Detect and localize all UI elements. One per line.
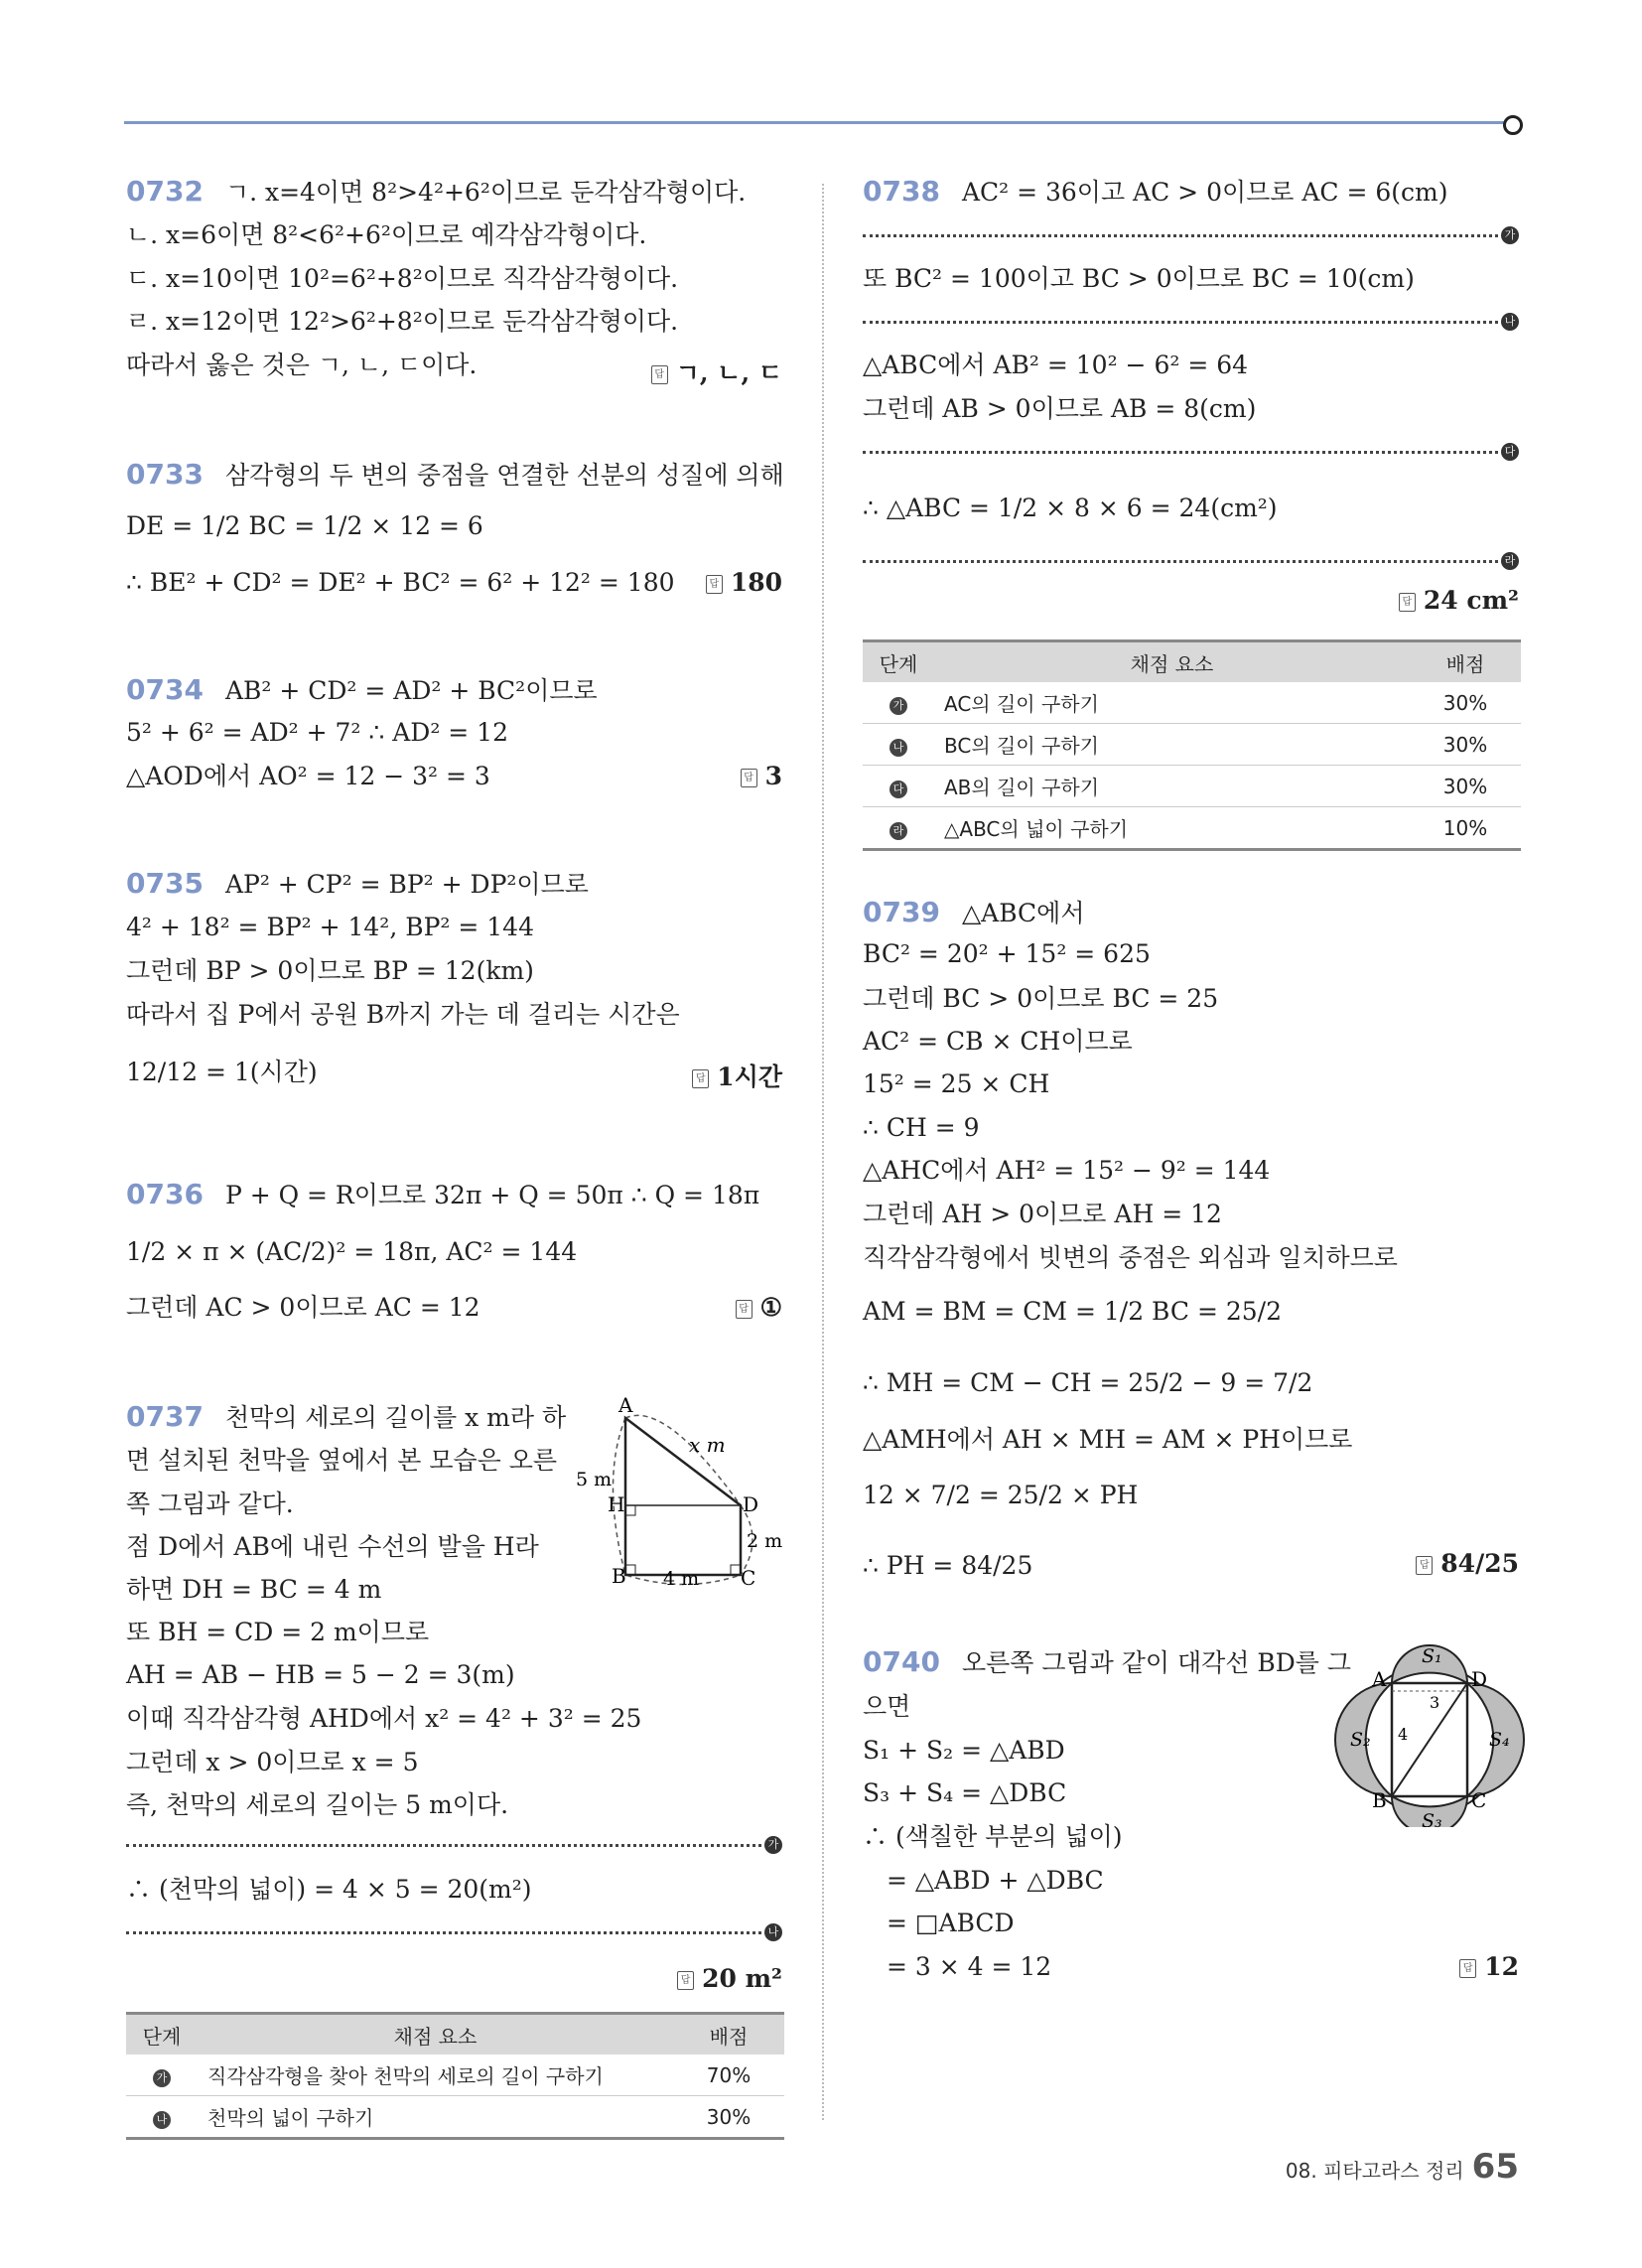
- line: AB² + CD² = AD² + BC²이므로: [224, 676, 598, 705]
- scoring-table: [863, 639, 1521, 851]
- problem-number: 0740: [863, 1645, 940, 1678]
- scoring-table: [126, 2012, 784, 2140]
- line: 직각삼각형에서 빗변의 중점은 외심과 일치하므로: [863, 1243, 1398, 1272]
- table-row: 나 BC의 길이 구하기 30%: [863, 724, 1521, 766]
- line: 그런데 BP > 0이므로 BP = 12(km): [126, 956, 534, 985]
- label-b: B: [612, 1564, 626, 1588]
- table-row: 다 AB의 길이 구하기 30%: [863, 766, 1521, 807]
- label-width: 3: [1430, 1693, 1440, 1712]
- table-row: 가 직각삼각형을 찾아 천막의 세로의 길이 구하기 70%: [126, 2055, 784, 2096]
- dotted-rule: [126, 1844, 761, 1847]
- table-row: 가 AC의 길이 구하기 30%: [863, 682, 1521, 724]
- answer: 답 3: [741, 762, 782, 790]
- label-c: C: [1471, 1788, 1487, 1812]
- answer-icon: 답: [692, 1069, 709, 1088]
- answer-icon: 답: [651, 365, 668, 384]
- dotted-rule: [863, 234, 1498, 237]
- table-header: 배점: [1410, 641, 1521, 683]
- line: 4² + 18² = BP² + 14², BP² = 144: [126, 913, 534, 941]
- line: ㄹ. x=12이면 12²>6²+8²이므로 둔각삼각형이다.: [126, 307, 679, 336]
- line: ∴ PH = 84/25: [863, 1551, 1033, 1580]
- answer: 답 ㄱ, ㄴ, ㄷ: [651, 354, 782, 389]
- line: AC² = 36이고 AC > 0이므로 AC = 6(cm): [961, 178, 1448, 207]
- line: = □ABCD: [887, 1909, 1015, 1937]
- header-rule: [124, 121, 1512, 124]
- line: ㄴ. x=6이면 8²<6²+6²이므로 예각삼각형이다.: [126, 220, 647, 249]
- label-c: C: [741, 1566, 756, 1589]
- line: 그런데 AC > 0이므로 AC = 12: [126, 1293, 480, 1322]
- line: ∴ △ABC = 1/2 × 8 × 6 = 24(cm²): [863, 494, 1278, 522]
- problem-number: 0732: [126, 175, 204, 208]
- line: 쪽 그림과 같다.: [126, 1489, 294, 1518]
- problem-number: 0739: [863, 896, 940, 928]
- label-a: A: [618, 1393, 633, 1417]
- line: BC² = 20² + 15² = 625: [863, 939, 1151, 968]
- answer-icon: 답: [736, 1300, 753, 1319]
- line: AP² + CP² = BP² + DP²이므로: [224, 870, 589, 899]
- table-header: 단계: [863, 641, 934, 683]
- step-marker: 나: [1501, 313, 1519, 331]
- circles-figure: [1330, 1629, 1529, 1827]
- problem-number: 0733: [126, 458, 204, 491]
- label-s2: S₂: [1350, 1729, 1371, 1751]
- line: 15² = 25 × CH: [863, 1069, 1050, 1098]
- table-row: 라 △ABC의 넓이 구하기 10%: [863, 807, 1521, 850]
- line: ㄱ. x=4이면 8²>4²+6²이므로 둔각삼각형이다.: [224, 178, 747, 207]
- line: △AOD에서 AO² = 12 − 3² = 3: [126, 762, 490, 790]
- answer-icon: 답: [1459, 1959, 1476, 1978]
- line: 하면 DH = BC = 4 m: [126, 1575, 382, 1604]
- problem-number: 0734: [126, 673, 204, 706]
- step-marker: 다: [1501, 443, 1519, 461]
- answer: 답 84/25: [1416, 1549, 1519, 1578]
- line: 그런데 x > 0이므로 x = 5: [126, 1748, 419, 1776]
- line: P + Q = R이므로 32π + Q = 50π ∴ Q = 18π: [224, 1181, 760, 1209]
- table-header: 배점: [673, 2014, 784, 2055]
- line: 즉, 천막의 세로의 길이는 5 m이다.: [126, 1790, 509, 1819]
- line: 이때 직각삼각형 AHD에서 x² = 4² + 3² = 25: [126, 1704, 642, 1733]
- problem-number: 0736: [126, 1178, 204, 1210]
- header-dot: [1503, 115, 1523, 135]
- line: △AHC에서 AH² = 15² − 9² = 144: [863, 1156, 1271, 1185]
- chapter-title: 08. 피타고라스 정리: [1285, 2159, 1464, 2183]
- label-s1: S₁: [1422, 1645, 1442, 1667]
- problem-number: 0735: [126, 867, 204, 900]
- tent-figure: [566, 1390, 804, 1589]
- problem-number: 0738: [863, 175, 940, 208]
- label-cd: 2 m: [747, 1530, 783, 1552]
- answer: 답 1시간: [692, 1058, 782, 1093]
- line: S₃ + S₄ = △DBC: [863, 1778, 1067, 1807]
- line: ∴ CH = 9: [863, 1113, 980, 1142]
- label-height: 4: [1398, 1725, 1409, 1744]
- line: AM = BM = CM = 1/2 BC = 25/2: [863, 1297, 1282, 1326]
- line: 따라서 집 P에서 공원 B까지 가는 데 걸리는 시간은: [126, 1000, 680, 1029]
- table-header: 단계: [126, 2014, 198, 2055]
- line: 그런데 AB > 0이므로 AB = 8(cm): [863, 394, 1257, 423]
- dotted-rule: [863, 560, 1498, 563]
- line: 그런데 AH > 0이므로 AH = 12: [863, 1200, 1222, 1228]
- label-ab: 5 m: [576, 1469, 613, 1490]
- line: 또 BC² = 100이고 BC > 0이므로 BC = 10(cm): [863, 264, 1415, 293]
- answer: 답 20 m²: [677, 1964, 782, 1993]
- line: 12 × 7/2 = 25/2 × PH: [863, 1481, 1139, 1509]
- answer-icon: 답: [1416, 1556, 1433, 1575]
- column-divider: [822, 184, 824, 2120]
- line: 점 D에서 AB에 내린 수선의 발을 H라: [126, 1532, 539, 1561]
- line: △AMH에서 AH × MH = AM × PH이므로: [863, 1425, 1353, 1454]
- table-header: 채점 요소: [934, 641, 1410, 683]
- label-s3: S₃: [1422, 1810, 1442, 1827]
- line: 면 설치된 천막을 옆에서 본 모습은 오른: [126, 1446, 558, 1475]
- line: 천막의 세로의 길이를 x m라 하: [224, 1403, 567, 1432]
- line: △ABC에서: [961, 899, 1085, 927]
- table-row: 나 천막의 넓이 구하기 30%: [126, 2096, 784, 2139]
- answer-icon: 답: [1399, 593, 1416, 612]
- step-marker: 가: [764, 1836, 782, 1854]
- line: ∴ (색칠한 부분의 넓이): [863, 1822, 1123, 1851]
- line: ∴ MH = CM − CH = 25/2 − 9 = 7/2: [863, 1368, 1313, 1397]
- line: AH = AB − HB = 5 − 2 = 3(m): [126, 1660, 515, 1689]
- label-bc: 4 m: [663, 1568, 700, 1589]
- line: ㄷ. x=10이면 10²=6²+8²이므로 직각삼각형이다.: [126, 264, 679, 293]
- answer: 답 ①: [736, 1293, 782, 1322]
- line: ∴ BE² + CD² = DE² + BC² = 6² + 12² = 180: [126, 568, 675, 597]
- line: 삼각형의 두 변의 중점을 연결한 선분의 성질에 의해: [224, 461, 784, 490]
- line: 1/2 × π × (AC/2)² = 18π, AC² = 144: [126, 1237, 578, 1266]
- line: 그런데 BC > 0이므로 BC = 25: [863, 984, 1219, 1013]
- answer-icon: 답: [706, 575, 723, 594]
- table-header: 채점 요소: [198, 2014, 673, 2055]
- line: ∴ (천막의 넓이) = 4 × 5 = 20(m²): [126, 1875, 532, 1904]
- line: △ABC에서 AB² = 10² − 6² = 64: [863, 351, 1249, 379]
- page-number: 65: [1471, 2147, 1519, 2187]
- answer: 답 24 cm²: [1399, 586, 1519, 615]
- line: 5² + 6² = AD² + 7² ∴ AD² = 12: [126, 718, 508, 747]
- page-footer: [1286, 2147, 1519, 2187]
- line: = △ABD + △DBC: [887, 1866, 1104, 1895]
- line: 오른쪽 그림과 같이 대각선 BD를 그: [961, 1648, 1352, 1677]
- line: 또 BH = CD = 2 m이므로: [126, 1618, 430, 1646]
- dotted-rule: [863, 451, 1498, 454]
- line: S₁ + S₂ = △ABD: [863, 1736, 1065, 1765]
- label-s4: S₄: [1489, 1729, 1510, 1751]
- answer: 답 12: [1459, 1952, 1519, 1981]
- answer: 답 180: [706, 568, 782, 597]
- line: 12/12 = 1(시간): [126, 1058, 318, 1086]
- step-marker: 라: [1501, 552, 1519, 570]
- label-d: D: [743, 1492, 759, 1516]
- answer-icon: 답: [677, 1971, 694, 1990]
- problem-number: 0737: [126, 1400, 204, 1433]
- step-marker: 나: [764, 1923, 782, 1941]
- line: DE = 1/2 BC = 1/2 × 12 = 6: [126, 511, 483, 540]
- answer-icon: 답: [741, 769, 757, 787]
- line: AC² = CB × CH이므로: [863, 1027, 1133, 1056]
- step-marker: 가: [1501, 226, 1519, 244]
- line: = 3 × 4 = 12: [887, 1952, 1052, 1981]
- dotted-rule: [126, 1931, 761, 1934]
- label-a: A: [1372, 1667, 1387, 1691]
- label-d: D: [1471, 1667, 1488, 1691]
- line: 따라서 옳은 것은 ㄱ, ㄴ, ㄷ이다.: [126, 351, 478, 379]
- label-b: B: [1372, 1788, 1387, 1812]
- label-xm: x m: [689, 1433, 726, 1457]
- label-h: H: [608, 1492, 625, 1516]
- line: 으면: [863, 1692, 911, 1721]
- dotted-rule: [863, 321, 1498, 324]
